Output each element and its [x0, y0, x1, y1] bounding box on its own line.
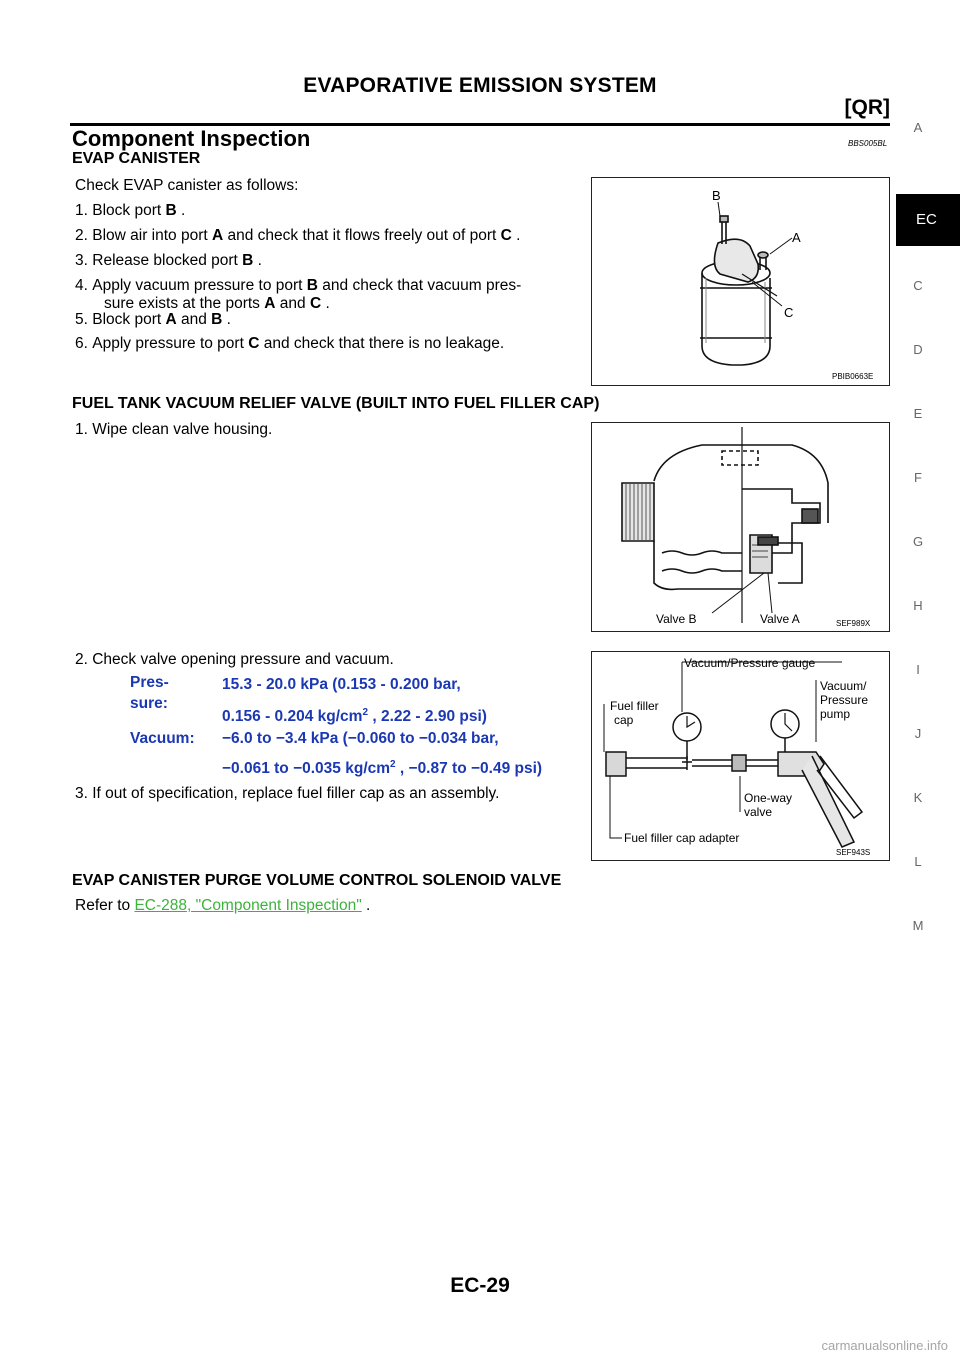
index-tab-c[interactable]: C: [913, 278, 923, 293]
index-tab-f[interactable]: F: [914, 470, 922, 485]
section-title: Component Inspection: [72, 126, 311, 151]
oneway-label-1: One-way: [744, 791, 793, 805]
pressure-value-1: 15.3 - 20.0 kPa (0.153 - 0.200 bar,: [222, 676, 461, 693]
fuel-filler-label-1: Fuel filler: [610, 699, 659, 713]
index-tab-d[interactable]: D: [913, 342, 923, 357]
pressure-test-figure: [591, 651, 890, 861]
pump-label-1: Vacuum/: [820, 679, 867, 693]
vacuum-label: Vacuum:: [130, 730, 195, 747]
evap-canister-figure: [591, 177, 890, 386]
figure-code: PBIB0663E: [832, 372, 874, 381]
canister-step-4: 4. Apply vacuum pressure to port B and check that vacuum pres-: [75, 277, 522, 294]
figure-code: SEF943S: [836, 848, 871, 857]
index-tab-g[interactable]: G: [912, 534, 924, 549]
vacuum-value-2: −0.061 to −0.035 $kg/cm^2$ , −0.87 to −0.49 psi): [222, 759, 543, 778]
evap-canister-illustration: [592, 178, 889, 385]
port-b-label: B: [712, 188, 721, 203]
pressure-test-illustration: [592, 652, 889, 860]
relief-step-3: 3. If out of specification, replace fuel filler cap as an assembly.: [75, 785, 500, 802]
page-header-engine: [QR]: [844, 96, 890, 119]
page-number: EC-29: [450, 1274, 510, 1297]
canister-step-1: 1. Block port B .: [75, 202, 186, 219]
page-header-title: EVAPORATIVE EMISSION SYSTEM: [303, 74, 657, 97]
index-tab-h[interactable]: H: [913, 598, 923, 613]
section-code: BBS005BL: [848, 139, 888, 148]
relief-step-2: 2. Check valve opening pressure and vacuum.: [75, 651, 394, 668]
canister-step-4-cont: sure exists at the ports A and C .: [104, 295, 330, 312]
purge-valve-heading: EVAP CANISTER PURGE VOLUME CONTROL SOLENOID VALVE: [72, 872, 562, 889]
pump-label-3: pump: [820, 707, 851, 721]
pump-label-2: Pressure: [820, 693, 869, 707]
canister-intro: Check EVAP canister as follows:: [75, 177, 299, 194]
port-a-label: A: [792, 230, 801, 245]
index-tab-a[interactable]: A: [913, 120, 923, 135]
canister-step-2: 2. Blow air into port A and check that it flows freely out of port C .: [75, 227, 521, 244]
pressure-value-2: 0.156 - 0.204 $kg/cm^2$ , 2.22 - 2.90 psi): [222, 707, 487, 726]
evap-canister-heading: EVAP CANISTER: [72, 150, 201, 167]
figure-code: SEF989X: [836, 619, 871, 628]
valve-a-label: Valve A: [760, 612, 800, 626]
valve-b-label: Valve B: [656, 612, 697, 626]
index-tab-m[interactable]: M: [912, 918, 924, 933]
relief-step-1: 1. Wipe clean valve housing.: [75, 421, 273, 438]
oneway-label-2: valve: [744, 805, 773, 819]
vacuum-value-1: −6.0 to −3.4 kPa (−0.060 to −0.034 bar,: [222, 730, 499, 747]
canister-step-3: 3. Release blocked port B .: [75, 252, 262, 269]
adapter-label: Fuel filler cap adapter: [624, 831, 740, 845]
gauge-label: Vacuum/Pressure gauge: [684, 656, 816, 670]
footer-watermark[interactable]: carmanualsonline.info: [821, 1338, 948, 1353]
fuel-filler-label-2: cap: [614, 713, 634, 727]
canister-step-5: 5. Block port A and B .: [75, 311, 231, 328]
index-tab-k[interactable]: K: [913, 790, 923, 805]
pressure-label: Pres- sure:: [130, 674, 169, 712]
index-tab-l[interactable]: L: [914, 854, 922, 869]
port-c-label: C: [784, 305, 794, 320]
index-tab-e[interactable]: E: [913, 406, 923, 421]
index-tab-j[interactable]: J: [914, 726, 922, 741]
purge-refer-text: Refer to EC-288, "Component Inspection" .: [75, 897, 371, 914]
index-tab-i[interactable]: I: [916, 662, 920, 677]
canister-step-6: 6. Apply pressure to port C and check that there is no leakage.: [75, 335, 505, 352]
index-tab-ec[interactable]: EC: [896, 194, 960, 246]
filler-cap-section-figure: [591, 422, 890, 632]
component-inspection-link[interactable]: EC-288, "Component Inspection": [134, 897, 362, 914]
filler-cap-illustration: [592, 423, 889, 631]
relief-valve-heading: FUEL TANK VACUUM RELIEF VALVE (BUILT INTO FUEL FILLER CAP): [72, 395, 600, 412]
